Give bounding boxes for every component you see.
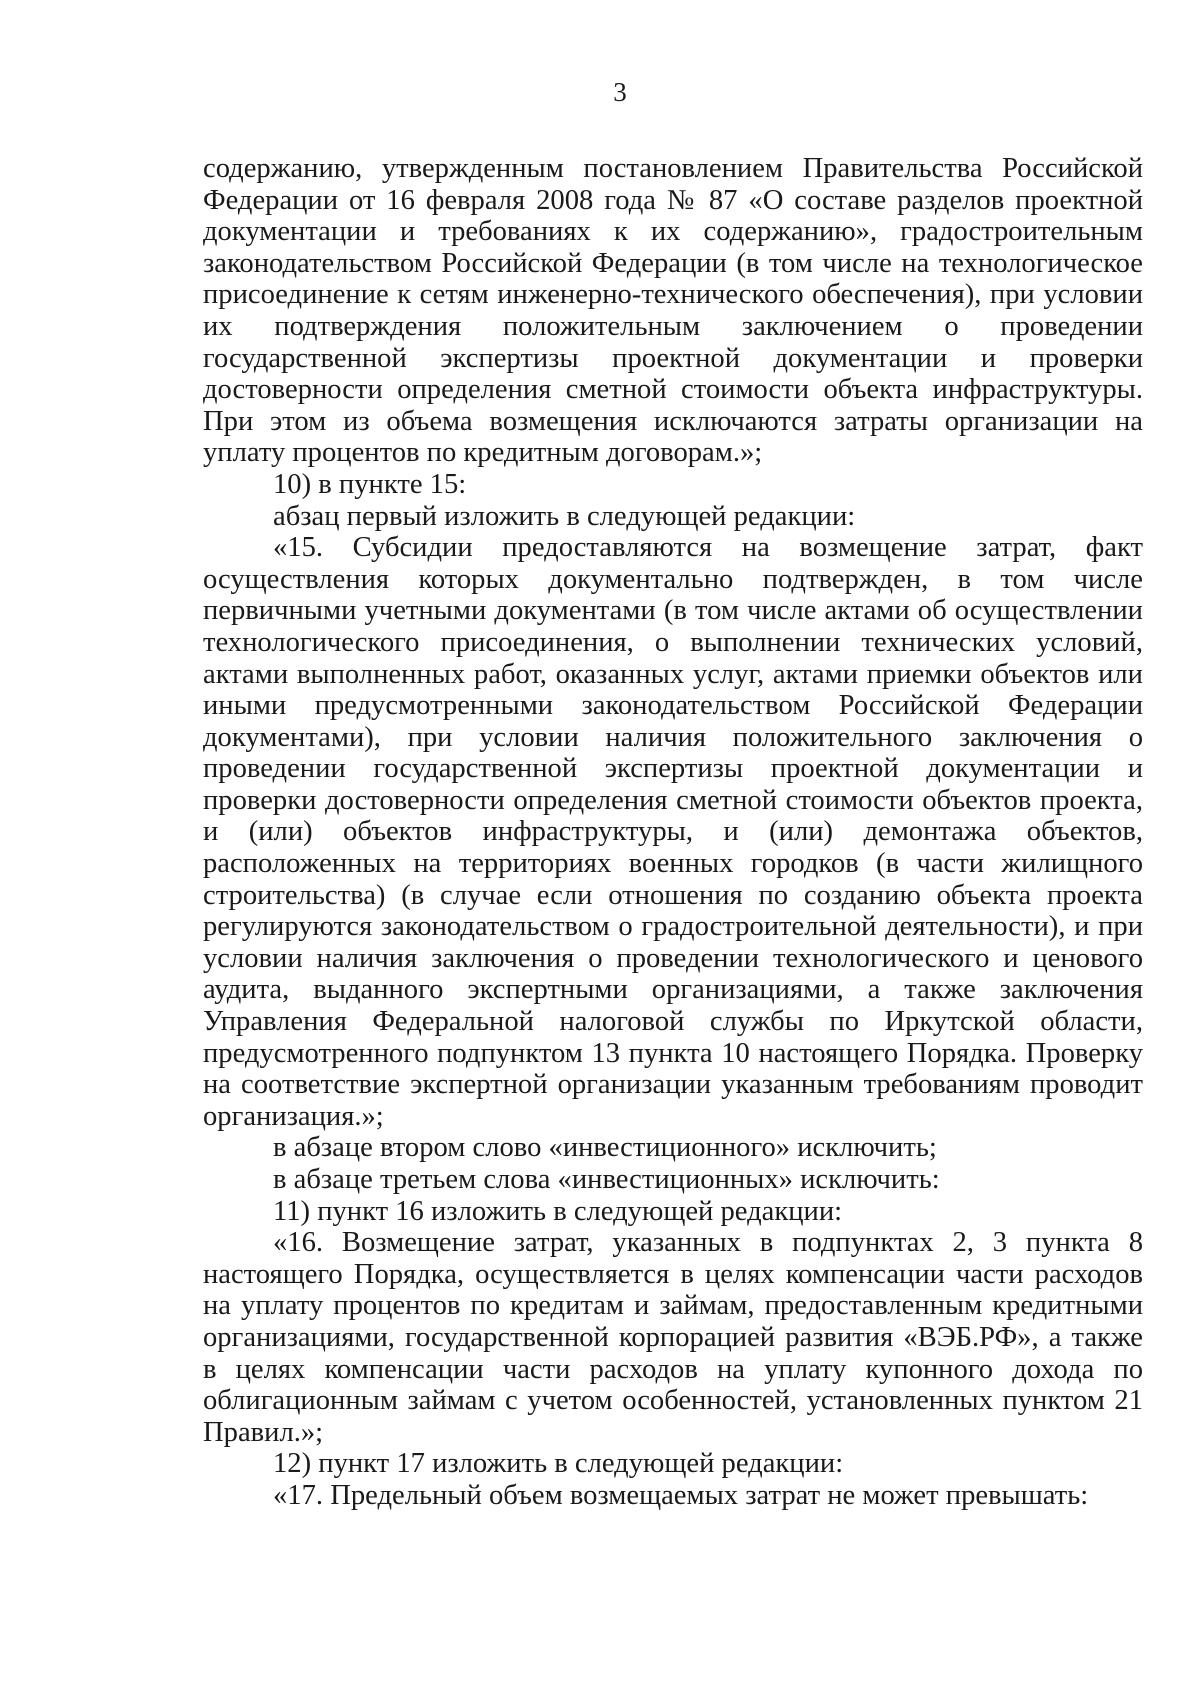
paragraph-item-12: 12) пункт 17 изложить в следующей редакции: (273, 1448, 844, 1480)
paragraph-item-11: 11) пункт 16 изложить в следующей редакции: (273, 1195, 843, 1227)
document-body (203, 153, 1143, 1512)
page-number: 3 (613, 77, 627, 107)
paragraph-second-abzac: в абзаце втором слово «инвестиционного» исключить; (273, 1132, 937, 1164)
paragraph-item-10: 10) в пункте 15: (273, 468, 467, 500)
paragraph-first-abzac: абзац первый изложить в следующей редакции: (273, 500, 856, 532)
paragraph-point-17-text: «17. Предельный объем возмещаемых затрат не может превышать: (273, 1479, 1089, 1511)
paragraph-point-16-text: «16. Возмещение затрат, указанных в подпунктах 2, 3 пункта 8 настоящего Порядка, осуществляется в целях компенсации части расходов на уплату процентов по кредитам и займам, предоставленным кредитными организациями, государственной корпорацией развития «ВЭБ.РФ», а также в целях компенсации части расходов на уплату купонного дохода по облигационным займам с учетом особенностей, установленных пунктом 21 Правил.»; (203, 1227, 1143, 1448)
paragraph-third-abzac: в абзаце третьем слова «инвестиционных» исключить: (273, 1164, 940, 1195)
paragraph-point-15-text: «15. Субсидии предоставляются на возмещение затрат, факт осуществления которых документально подтвержден, в том числе первичными учетными документами (в том числе актами об осуществлении технологического присоединения, о выполнении технических условий, актами выполненных работ, оказанных услуг, актами приемки объектов или иными предусмотренными законодательством Российской Федерации документами), при условии наличия положительного заключения о проведении государственной экспертизы проектной документации и проверки достоверности определения сметной стоимости объектов проекта, и (или) объектов инфраструктуры, и (или) демонтажа объектов, расположенных на территориях военных городков (в части жилищного строительства) (в случае если отношения по созданию объекта проекта регулируются законодательством о градостроительной деятельности), и при условии наличия заключения о проведении технологического и ценового аудита, выданного экспертными организациями, а также заключения Управления Федеральной налоговой службы по Иркутской области, предусмотренного подпунктом 13 пункта 10 настоящего Порядка. Проверку на соответствие экспертной организации указанным требованиям проводит организация.»; (203, 532, 1143, 1132)
paragraph-continuation: содержанию, утвержденным постановлением Правительства Российской Федерации от 16 февраля 2008 года № 87 «О составе разделов проектной документации и требованиях к их содержанию», градостроительным законодательством Российской Федерации (в том числе на технологическое присоединение к сетям инженерно-технического обеспечения), при условии их подтверждения положительным заключением о проведении государственной экспертизы проектной документации и проверки достоверности определения сметной стоимости объекта инфраструктуры. При этом из объема возмещения исключаются затраты организации на уплату процентов по кредитным договорам.»; (203, 153, 1143, 469)
